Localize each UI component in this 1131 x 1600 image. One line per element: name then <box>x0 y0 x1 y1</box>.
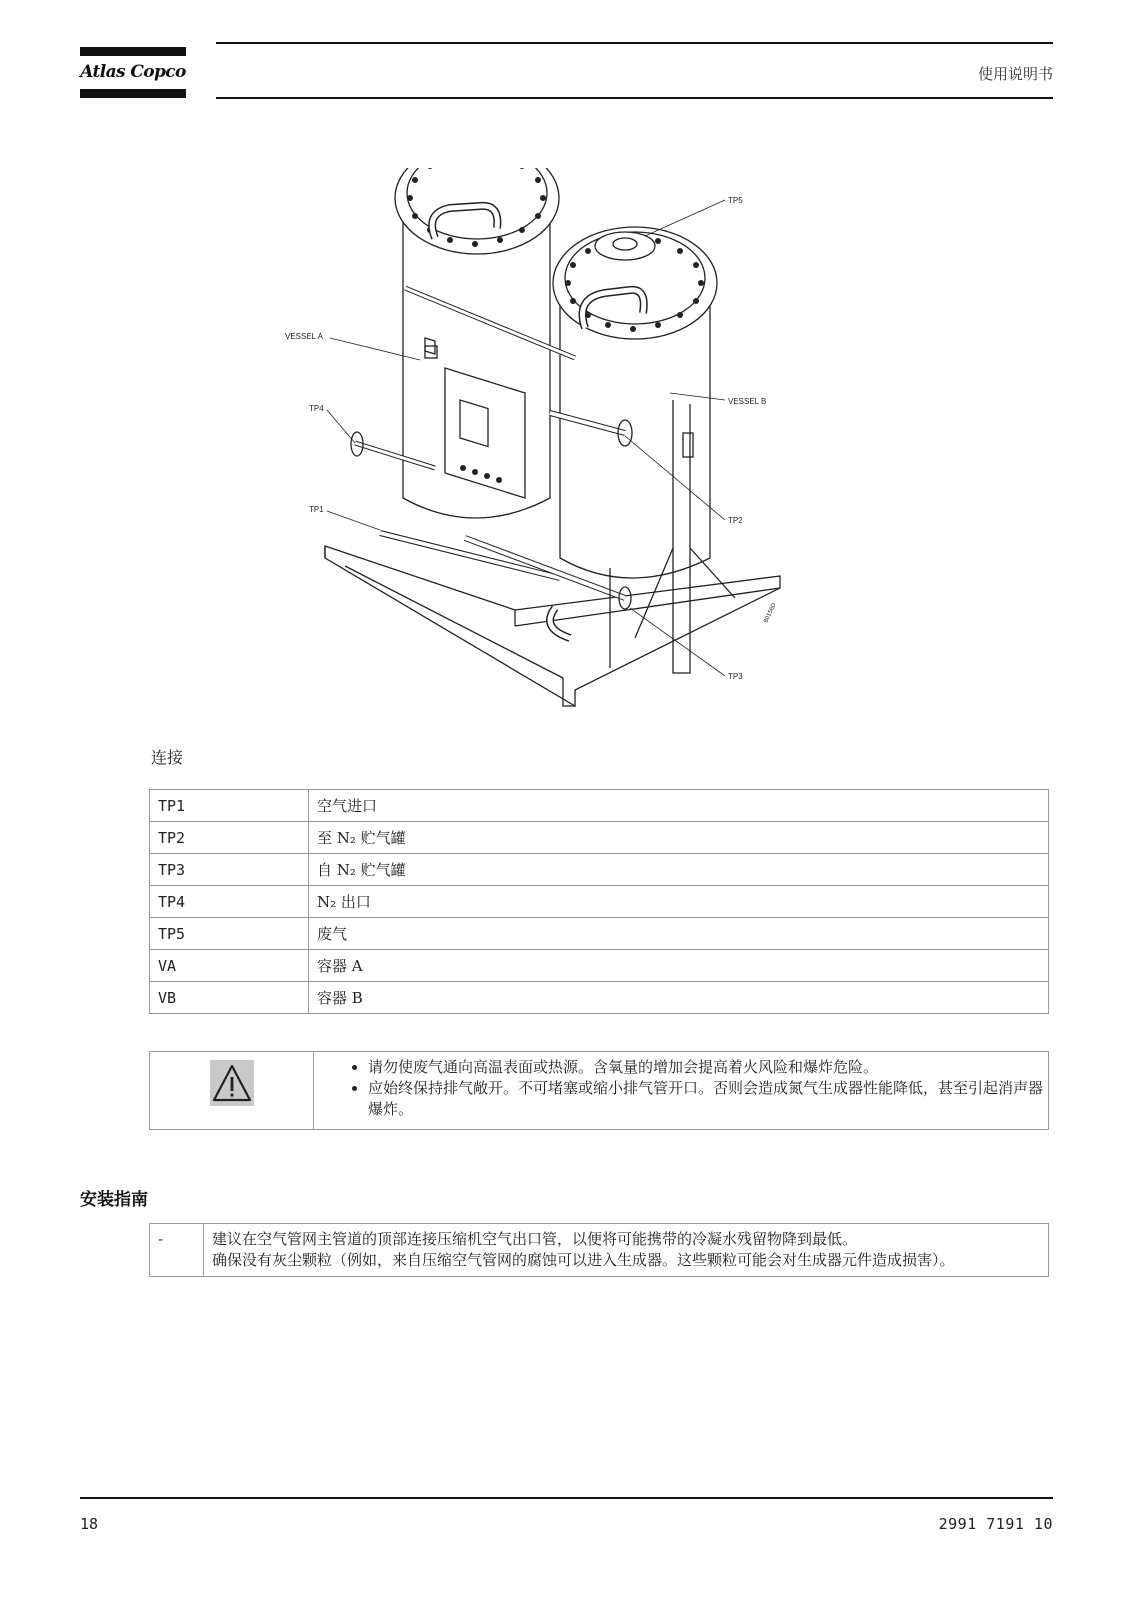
callout-vessel-b: VESSEL B <box>728 397 767 406</box>
installation-text <box>204 1224 1049 1277</box>
warning-item: • 应始终保持排气敞开。不可堵塞或缩小排气管开口。否则会造成氮气生成器性能降低，甚至引起消声器爆炸。 <box>368 1078 1047 1120</box>
table-row <box>150 950 1049 982</box>
logo-top-bar <box>80 47 186 56</box>
connections-caption: 连接 <box>151 748 184 767</box>
header-bottom-rule <box>216 97 1053 99</box>
connection-code: TP1 <box>150 790 309 822</box>
connection-description: N₂ 出口 <box>309 886 1049 918</box>
list-dash: - <box>150 1224 204 1277</box>
connection-description: 容器 B <box>309 982 1049 1014</box>
page-number: 18 <box>80 1515 99 1533</box>
drawing-id: 80156D <box>763 602 778 624</box>
warning-text-cell <box>314 1052 1049 1130</box>
connection-code: TP2 <box>150 822 309 854</box>
callout-tp3: TP3 <box>728 672 743 681</box>
connections-table <box>149 789 1049 1014</box>
connection-code: TP5 <box>150 918 309 950</box>
table-row <box>150 822 1049 854</box>
table-row <box>150 982 1049 1014</box>
nitrogen-generator-drawing <box>285 168 805 728</box>
installation-title: 安装指南 <box>80 1190 148 1210</box>
header-top-rule <box>216 42 1053 44</box>
connection-description: 自 N₂ 贮气罐 <box>309 854 1049 886</box>
footer-rule <box>80 1497 1053 1499</box>
callout-tp5: TP5 <box>728 196 743 205</box>
installation-table <box>149 1223 1049 1277</box>
callout-tp1: TP1 <box>309 505 324 514</box>
logo-text: Atlas Copco <box>80 62 186 82</box>
connection-description: 至 N₂ 贮气罐 <box>309 822 1049 854</box>
connection-code: VA <box>150 950 309 982</box>
warning-icon-cell <box>150 1052 314 1130</box>
warning-triangle-icon <box>210 1060 254 1106</box>
logo-bottom-bar <box>80 89 186 98</box>
callout-tp2: TP2 <box>728 516 743 525</box>
document-type: 使用说明书 <box>977 65 1053 83</box>
document-number: 2991 7191 10 <box>938 1515 1053 1533</box>
connection-description: 容器 A <box>309 950 1049 982</box>
table-row <box>150 886 1049 918</box>
installation-line: 确保没有灰尘颗粒（例如，来自压缩空气管网的腐蚀可以进入生成器。这些颗粒可能会对生成器元件造成损害）。 <box>212 1251 955 1269</box>
callout-tp4: TP4 <box>309 404 324 413</box>
connection-code: TP4 <box>150 886 309 918</box>
table-row <box>150 854 1049 886</box>
connection-description: 废气 <box>309 918 1049 950</box>
installation-line: 建议在空气管网主管道的顶部连接压缩机空气出口管，以便将可能携带的冷凝水残留物降到最低。 <box>212 1230 858 1248</box>
table-row <box>150 790 1049 822</box>
connection-code: TP3 <box>150 854 309 886</box>
connection-code: VB <box>150 982 309 1014</box>
table-row <box>150 918 1049 950</box>
warning-item: • 请勿使废气通向高温表面或热源。含氧量的增加会提高着火风险和爆炸危险。 <box>368 1057 1047 1078</box>
warning-box <box>149 1051 1049 1130</box>
atlas-copco-logo <box>80 47 186 100</box>
callout-vessel-a: VESSEL A <box>285 332 323 341</box>
connection-description: 空气进口 <box>309 790 1049 822</box>
